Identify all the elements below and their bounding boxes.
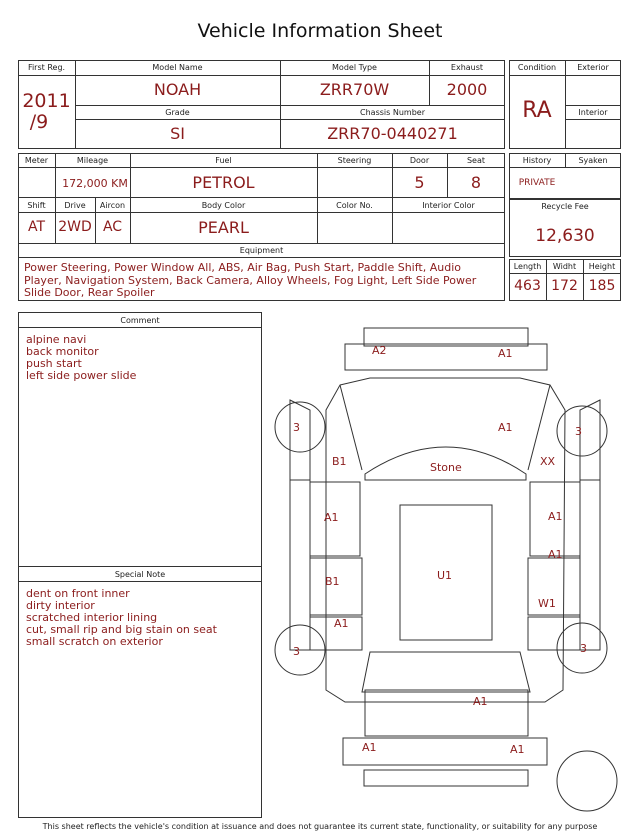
damage-front-right: A1: [510, 743, 525, 756]
comment-line: left side power slide: [26, 369, 137, 382]
damage-rear-left-bumper: A2: [372, 344, 387, 357]
damage-right-rear-quarter: A1: [498, 421, 513, 434]
recycle-fee-value: 12,630: [535, 226, 595, 246]
model-name-value: NOAH: [153, 80, 202, 99]
rear-bumper-shape: [364, 328, 528, 346]
history-label: History: [522, 156, 552, 165]
steering-label: Steering: [337, 156, 372, 165]
damage-right-fender: W1: [538, 597, 556, 610]
model-type-label: Model Type: [332, 63, 377, 72]
first-reg-label: First Reg.: [27, 63, 66, 72]
door-value: 5: [414, 173, 425, 192]
chassis-value: ZRR70-0440271: [327, 124, 458, 143]
height-label: Height: [588, 262, 616, 271]
door-label: Door: [409, 156, 430, 165]
condition-label: Condition: [517, 63, 557, 72]
damage-right-quarter-xx: XX: [540, 455, 556, 468]
mileage-label: Mileage: [76, 156, 109, 165]
history-value: PRIVATE: [518, 178, 556, 188]
syaken-label: Syaken: [578, 156, 608, 165]
exhaust-value: 2000: [446, 80, 488, 99]
fuel-label: Fuel: [215, 156, 232, 165]
spare-wheel: [557, 751, 617, 811]
comment-line: alpine navi: [26, 333, 87, 346]
shift-label: Shift: [27, 201, 46, 210]
model-name-label: Model Name: [152, 63, 203, 72]
chassis-label: Chassis Number: [360, 108, 425, 117]
hood-shape: [365, 690, 528, 736]
damage-left-rear-quarter: B1: [332, 455, 347, 468]
damage-front-left: A1: [362, 741, 377, 754]
color-no-label: Color No.: [336, 201, 373, 210]
length-value: 463: [514, 278, 541, 294]
special-note-label: Special Note: [114, 570, 166, 579]
windshield-shape: [362, 652, 530, 692]
comment-line: push start: [26, 357, 82, 370]
length-label: Length: [513, 262, 542, 271]
damage-rear-right-bumper: A1: [498, 347, 513, 360]
comment-label: Comment: [120, 316, 160, 325]
damage-left-fender: A1: [334, 617, 349, 630]
body-color-value: PEARL: [198, 218, 249, 237]
front-lip-shape: [364, 770, 528, 786]
left-quarter-shape: [290, 400, 310, 480]
comment-line: back monitor: [26, 345, 99, 358]
damage-center: U1: [437, 569, 453, 582]
right-fender-shape: [528, 617, 580, 650]
exterior-label: Exterior: [577, 63, 609, 72]
seat-value: 8: [470, 173, 482, 192]
first-reg-month: /9: [29, 111, 49, 133]
special-note-line: scratched interior lining: [26, 611, 158, 624]
model-type-value: ZRR70W: [319, 80, 390, 99]
grade-value: SI: [170, 124, 185, 143]
condition-value: RA: [522, 98, 552, 123]
width-value: 172: [551, 278, 578, 294]
car-damage-diagram: [268, 312, 630, 818]
damage-right-rear-door: A1: [548, 510, 563, 523]
seat-label: Seat: [466, 156, 486, 165]
fuel-value: PETROL: [192, 173, 255, 192]
damage-wheel-rear-left: 3: [293, 421, 300, 434]
drive-label: Drive: [64, 201, 86, 210]
special-note-line: dent on front inner: [26, 587, 130, 600]
grade-label: Grade: [165, 108, 190, 117]
equipment-value: Power Steering, Power Window All, ABS, Air Bag, Push Start, Paddle Shift, Audio Player, Navigation System, Back Camera, Alloy Wheels, Fog Light, Left Side Power Slide Door, Rear Spoiler: [24, 261, 477, 299]
height-value: 185: [588, 278, 616, 294]
damage-wheel-rear-right: 3: [575, 425, 582, 438]
special-note-line: dirty interior: [26, 599, 95, 612]
damage-roof: Stone: [430, 461, 462, 474]
aircon-value: AC: [102, 219, 123, 235]
special-note-line: small scratch on exterior: [26, 635, 163, 648]
damage-left-rear-door: A1: [324, 511, 339, 524]
disclaimer-footer: This sheet reflects the vehicle's condition at issuance and does not guarantee its current state, functionality, or suitability for any purpose: [42, 822, 598, 831]
mileage-value: 172,000 KM: [62, 177, 128, 190]
exhaust-label: Exhaust: [450, 63, 484, 72]
body-outline-shape: [326, 378, 565, 702]
page-title: Vehicle Information Sheet: [197, 20, 443, 42]
interior-color-label: Interior Color: [422, 201, 475, 210]
body-color-label: Body Color: [201, 201, 246, 210]
aircon-label: Aircon: [99, 201, 126, 210]
damage-left-front-door: B1: [325, 575, 340, 588]
recycle-fee-label: Recycle Fee: [541, 202, 589, 211]
first-reg-year: 2011: [22, 90, 71, 112]
width-label: Widht: [552, 262, 577, 271]
damage-wheel-front-left: 3: [293, 645, 300, 658]
damage-hood: A1: [473, 695, 488, 708]
meter-label: Meter: [24, 156, 49, 165]
damage-wheel-front-right: 3: [580, 642, 587, 655]
comment-panel: [18, 312, 262, 818]
equipment-label: Equipment: [239, 246, 284, 255]
drive-value: 2WD: [58, 219, 92, 235]
damage-right-front-door: A1: [548, 548, 563, 561]
wheel-rear-left: [275, 402, 325, 452]
right-quarter-shape: [580, 400, 600, 480]
shift-value: AT: [27, 219, 46, 235]
special-note-line: cut, small rip and big stain on seat: [26, 623, 217, 636]
interior-label: Interior: [578, 108, 608, 117]
